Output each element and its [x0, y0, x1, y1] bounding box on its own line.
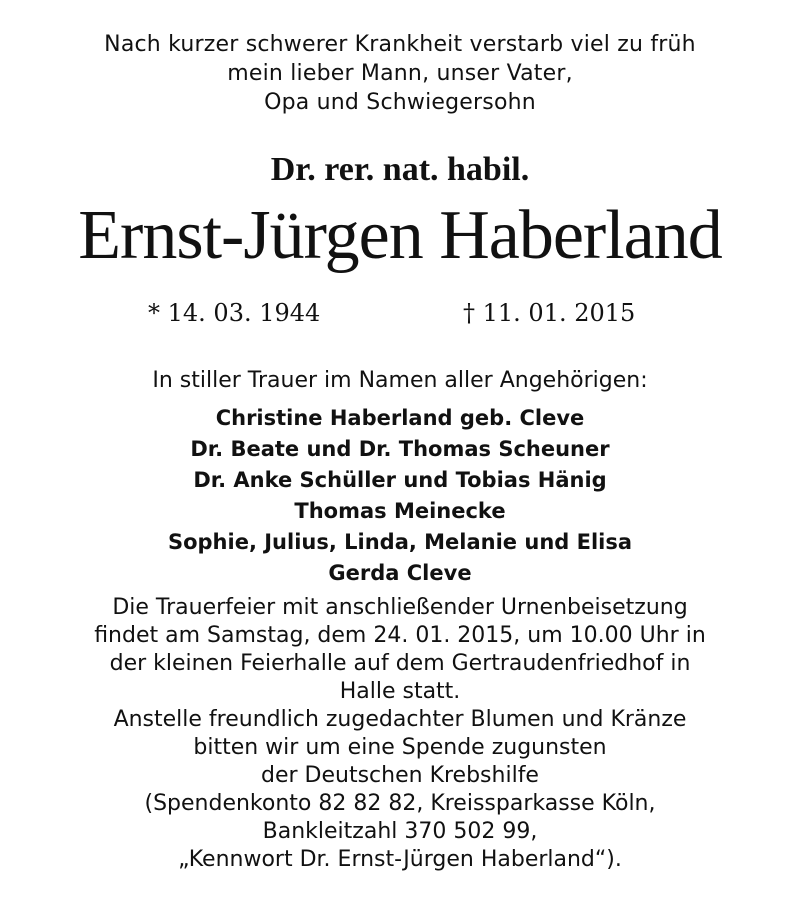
- family-member: Dr. Beate und Dr. Thomas Scheuner: [190, 437, 610, 461]
- family-member: Dr. Anke Schüller und Tobias Hänig: [193, 468, 607, 492]
- details-line: (Spendenkonto 82 82 82, Kreissparkasse Köln,: [144, 791, 656, 816]
- birth-date: * 14. 03. 1944: [148, 299, 321, 327]
- funeral-details: [0, 594, 800, 874]
- family-member: Gerda Cleve: [328, 561, 472, 585]
- details-line: der kleinen Feierhalle auf dem Gertraudenfriedhof in: [109, 651, 691, 676]
- mourning-intro: In stiller Trauer im Namen aller Angehörigen:: [152, 368, 648, 393]
- details-line: Die Trauerfeier mit anschließender Urnenbeisetzung: [112, 595, 688, 620]
- details-line: Anstelle freundlich zugedachter Blumen und Kränze: [113, 707, 687, 732]
- family-member: Christine Haberland geb. Cleve: [215, 406, 585, 430]
- intro-text: [0, 30, 800, 117]
- details-line: „Kennwort Dr. Ernst-Jürgen Haberland“).: [178, 847, 622, 872]
- intro-line: Opa und Schwiegersohn: [264, 90, 536, 115]
- family-member: Sophie, Julius, Linda, Melanie und Elisa: [167, 530, 633, 554]
- details-line: findet am Samstag, dem 24. 01. 2015, um 10.00 Uhr in: [94, 623, 706, 648]
- details-line: der Deutschen Krebshilfe: [261, 763, 539, 788]
- academic-title: Dr. rer. nat. habil.: [270, 151, 530, 188]
- details-line: bitten wir um eine Spende zugunsten: [193, 735, 607, 760]
- details-line: Bankleitzahl 370 502 99,: [262, 819, 538, 844]
- death-date: † 11. 01. 2015: [463, 299, 636, 327]
- deceased-name: Ernst-Jürgen Haberland: [78, 197, 722, 274]
- family-list: [0, 403, 800, 589]
- details-line: Halle statt.: [339, 679, 461, 704]
- family-member: Thomas Meinecke: [294, 499, 506, 523]
- intro-line: mein lieber Mann, unser Vater,: [227, 61, 573, 86]
- intro-line: Nach kurzer schwerer Krankheit verstarb viel zu früh: [104, 32, 696, 57]
